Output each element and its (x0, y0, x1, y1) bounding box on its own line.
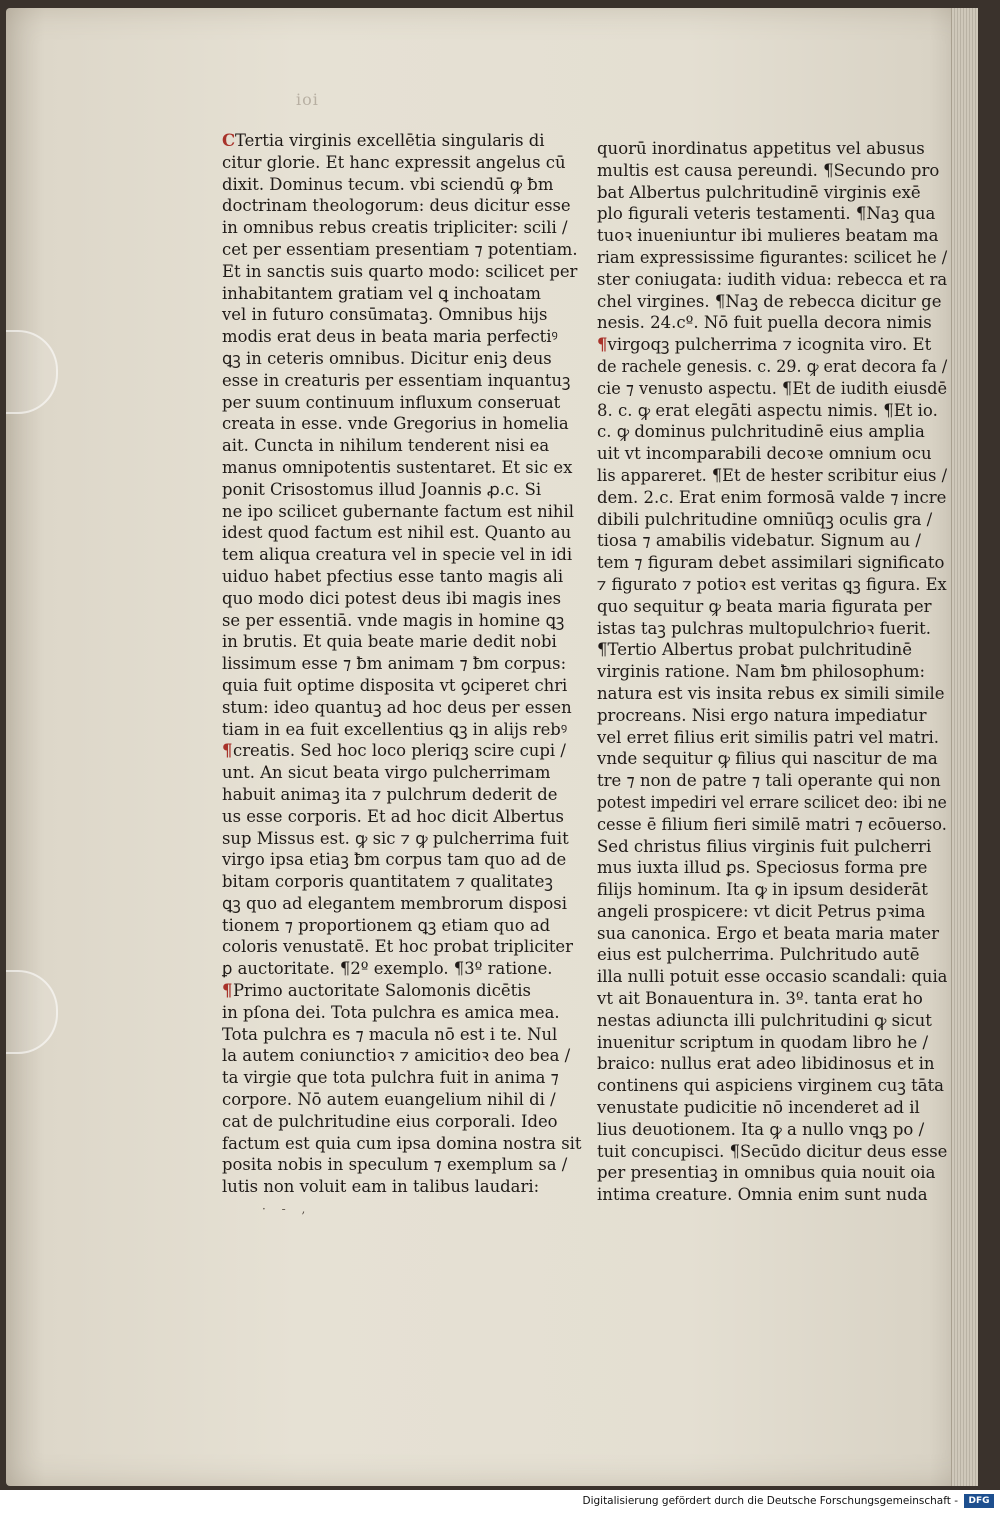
text-line (222, 479, 594, 501)
line-text: braico: nullus erat adeo libidinosus et in (597, 1054, 935, 1074)
text-line (597, 400, 947, 422)
text-line (597, 443, 947, 465)
line-text: in omnibus rebus creatis tripliciter: scili / (222, 218, 568, 238)
line-text: ꝑ auctoritate. ¶2º exemplo. ¶3º ratione. (222, 959, 553, 979)
line-text: bitam corporis quantitatem ⁊ qualitateꝫ (222, 872, 553, 892)
line-text: ꝗꝫ in ceteris omnibus. Dicitur eniꝫ deus (222, 348, 552, 368)
text-line (222, 762, 594, 784)
text-line (222, 152, 594, 174)
text-line (597, 530, 947, 552)
digitization-footer (0, 1490, 1000, 1513)
text-line (222, 501, 594, 523)
line-text: procreans. Nisi ergo natura impediatur (597, 705, 927, 725)
line-text: lutis non voluit eam in talibus laudari: (222, 1177, 540, 1197)
text-line (222, 631, 594, 653)
line-text: dixit. Dominus tecum. vbi sciendū ꝙ ƀm (222, 174, 554, 194)
text-line (222, 413, 594, 435)
line-text: venustate pudicitie nō incenderet ad il (597, 1098, 920, 1118)
text-line (222, 1067, 594, 1089)
line-text: idest quod factum est nihil est. Quanto au (222, 523, 572, 543)
text-line (597, 574, 947, 596)
line-text: eius est pulcherrima. Pulchritudo autē (597, 945, 920, 965)
text-line (222, 370, 594, 392)
dfg-logo[interactable]: DFG (964, 1494, 994, 1508)
line-text: Tota pulchra es ⁊ macula nō est i te. Nul (222, 1024, 558, 1044)
text-line (597, 836, 947, 858)
text-line (597, 487, 947, 509)
rubric-mark: ¶ (597, 335, 608, 355)
text-line (222, 435, 594, 457)
line-text: quia fuit optime disposita vt ꝯciperet chri (222, 675, 568, 695)
line-text: filijs hominum. Ita ꝙ in ipsum desiderāt (597, 880, 928, 900)
text-line (597, 639, 947, 661)
line-text: Et in sanctis suis quarto modo: scilicet per (222, 261, 578, 281)
line-text: doctrinam theologorum: deus dicitur esse (222, 196, 571, 216)
text-line (222, 326, 594, 348)
line-text: la autem coniunctioꝛ ⁊ amicitioꝛ deo bea / (222, 1046, 571, 1066)
line-text: citur glorie. Et hanc expressit angelus cū (222, 152, 566, 172)
text-line (597, 857, 947, 879)
text-line (597, 247, 947, 269)
line-text: angeli prospicere: vt dicit Petrus pꝛima (597, 901, 926, 921)
text-line (597, 1097, 947, 1119)
line-text: coloris venustatē. Et hoc probat tripliciter (222, 937, 574, 957)
line-text: nesis. 24.cº. Nō fuit puella decora nimis (597, 313, 932, 333)
line-text: quo modo dici potest deus ibi magis ines (222, 588, 562, 608)
line-text: ꝗꝫ quo ad elegantem membrorum disposi (222, 893, 567, 913)
text-line (597, 727, 947, 749)
text-line (222, 915, 594, 937)
line-text: factum est quia cum ipsa domina nostra sit (222, 1133, 582, 1153)
text-line (222, 958, 594, 980)
line-text: tionem ⁊ proportionem ꝗꝫ etiam quo ad (222, 915, 551, 935)
line-text: creatis. Sed hoc loco pleriqꝫ scire cupi / (232, 741, 566, 761)
text-line (597, 421, 947, 443)
line-text: Tertia virginis excellētia singularis di (235, 131, 545, 150)
line-text: tuit concupisci. ¶Secūdo dicitur deus esse (597, 1141, 948, 1161)
text-line (597, 1119, 947, 1141)
line-text: modis erat deus in beata maria perfectiꝰ (222, 327, 558, 347)
text-line (222, 283, 594, 305)
line-text: uiduo habet pfectius esse tanto magis ali (222, 566, 564, 586)
line-text: intima creature. Omnia enim sunt nuda (597, 1185, 928, 1205)
text-line (222, 261, 594, 283)
rubric-mark: ¶ (222, 981, 233, 1001)
page-edge (951, 8, 978, 1486)
text-line (597, 879, 947, 901)
page-clip-upper (6, 330, 58, 414)
text-line (222, 392, 594, 414)
text-line (597, 225, 947, 247)
text-line (597, 1075, 947, 1097)
page-clip-lower (6, 970, 58, 1054)
text-line (597, 509, 947, 531)
text-line (597, 618, 947, 640)
text-line (597, 988, 947, 1010)
right-text-column (597, 138, 947, 1206)
line-text: ⁊ figurato ⁊ potioꝛ est veritas ꝗꝫ figura. Ex (597, 574, 947, 594)
text-line (222, 130, 594, 152)
line-text: lissimum esse ⁊ ƀm animam ⁊ ƀm corpus: (222, 654, 567, 674)
line-text: potest impediri vel errare scilicet deo: ibi ne (597, 792, 947, 812)
text-line (597, 552, 947, 574)
text-line (222, 588, 594, 610)
line-text: chel virgines. ¶Naꝫ de rebecca dicitur ge (597, 291, 942, 311)
line-text: inhabitantem gratiam vel ꝗ inchoatam (222, 283, 541, 303)
text-line (222, 740, 594, 762)
line-text: corpore. Nō autem euangelium nihil di / (222, 1090, 556, 1110)
line-text: Sed christus filius virginis fuit pulcherri (597, 836, 932, 856)
text-line (222, 849, 594, 871)
text-line (222, 239, 594, 261)
line-text: ait. Cuncta in nihilum tenderent nisi ea (222, 436, 550, 456)
line-text: vel in futuro consūmataꝫ. Omnibus hijs (222, 305, 548, 325)
line-text: quo sequitur ꝙ beata maria figurata per (597, 596, 932, 616)
stray-marks: · - , (262, 1202, 312, 1216)
text-line (222, 1089, 594, 1111)
line-text: vnde sequitur ꝙ filius qui nascitur de ma (597, 749, 938, 769)
left-text-column (222, 130, 594, 1198)
text-line (222, 522, 594, 544)
text-line (597, 901, 947, 923)
line-text: Primo auctoritate Salomonis dicētis (232, 981, 531, 1001)
text-line (222, 1024, 594, 1046)
line-text: esse in creaturis per essentiam inquantuꝫ (222, 370, 571, 390)
text-line (597, 1141, 947, 1163)
line-text: natura est vis insita rebus ex simili simile (597, 683, 945, 703)
text-line (597, 770, 947, 792)
line-text: ta virgie que tota pulchra fuit in anima ⁊ (222, 1068, 559, 1088)
line-text: ponit Crisostomus illud Joannis ꝓ.c. Si (222, 479, 542, 499)
text-line (597, 944, 947, 966)
text-line (597, 923, 947, 945)
line-text: cat de pulchritudine eius corporali. Ideo (222, 1111, 558, 1131)
line-text: continens qui aspiciens virginem cuꝫ tāta (597, 1076, 945, 1096)
funding-credit: Digitalisierung gefördert durch die Deutsche Forschungsgemeinschaft - (582, 1495, 958, 1507)
line-text: stum: ideo quantuꝫ ad hoc deus per essen (222, 697, 572, 717)
line-text: sua canonica. Ergo et beata maria mater (597, 923, 939, 943)
text-line (222, 348, 594, 370)
text-line (222, 195, 594, 217)
line-text: tiam in ea fuit excellentius ꝗꝫ in alijs rebꝰ (222, 719, 568, 739)
line-text: sup Missus est. ꝙ sic ⁊ ꝙ pulcherrima fuit (222, 828, 569, 848)
text-line (597, 596, 947, 618)
line-text: tiosa ⁊ amabilis videbatur. Signum au / (597, 531, 921, 551)
line-text: plo figurali veteris testamenti. ¶Naꝫ qua (597, 204, 936, 224)
text-line (222, 457, 594, 479)
text-line (597, 1032, 947, 1054)
text-line (222, 784, 594, 806)
text-line (222, 1002, 594, 1024)
text-line (222, 304, 594, 326)
rubric-mark: ¶ (222, 741, 233, 761)
text-line (597, 203, 947, 225)
line-text: cesse ē filium fieri similē matri ⁊ ecōuerso. (597, 814, 947, 834)
text-line (597, 966, 947, 988)
line-text: lius deuotionem. Ita ꝙ a nullo vnꝗꝫ po / (597, 1119, 925, 1139)
text-line (222, 653, 594, 675)
line-text: istas taꝫ pulchras multopulchrioꝛ fuerit. (597, 618, 931, 638)
line-text: de rachele genesis. c. 29. ꝙ erat decora fa / (597, 356, 948, 376)
text-line (597, 334, 947, 356)
line-text: virgoqꝫ pulcherrima ⁊ icognita viro. Et (607, 335, 932, 355)
text-line (597, 269, 947, 291)
text-line (597, 1184, 947, 1206)
line-text: quorū inordinatus appetitus vel abusus (597, 139, 925, 158)
line-text: per suum continuum influxum conseruat (222, 392, 561, 412)
text-line (222, 1154, 594, 1176)
line-text: dem. 2.c. Erat enim formosā valde ⁊ incre (597, 487, 947, 507)
line-text: illa nulli potuit esse occasio scandali: quia (597, 967, 948, 987)
line-text: bat Albertus pulchritudinē virginis exē (597, 182, 921, 202)
text-line (597, 465, 947, 487)
line-text: tem aliqua creatura vel in specie vel in idi (222, 545, 573, 565)
text-line (222, 1176, 594, 1198)
line-text: tuoꝛ inueniuntur ibi mulieres beatam ma (597, 226, 939, 246)
line-text: habuit animaꝫ ita ⁊ pulchrum dederit de (222, 784, 558, 804)
line-text: c. ꝙ dominus pulchritudinē eius amplia (597, 422, 925, 442)
line-text: lis appareret. ¶Et de hester scribitur eius / (597, 465, 948, 485)
text-line (597, 356, 947, 378)
line-text: ¶Tertio Albertus probat pulchritudinē (597, 640, 912, 660)
line-text: inuenitur scriptum in quodam libro he / (597, 1032, 929, 1052)
line-text: 8. c. ꝙ erat elegāti aspectu nimis. ¶Et io. (597, 400, 938, 420)
text-line (222, 936, 594, 958)
line-text: manus omnipotentis sustentaret. Et sic ex (222, 457, 573, 477)
text-line (222, 893, 594, 915)
text-line (222, 697, 594, 719)
line-text: se per essentiā. vnde magis in homine ꝗꝫ (222, 610, 565, 630)
text-line (597, 1053, 947, 1075)
line-text: multis est causa pereundi. ¶Secundo pro (597, 160, 940, 180)
line-text: virgo ipsa etiaꝫ ƀm corpus tam quo ad de (222, 850, 567, 870)
line-text: posita nobis in speculum ⁊ exemplum sa / (222, 1155, 568, 1175)
text-line (222, 1111, 594, 1133)
text-line (222, 566, 594, 588)
text-line (597, 1010, 947, 1032)
text-line (222, 980, 594, 1002)
text-line (597, 661, 947, 683)
line-text: virginis ratione. Nam ƀm philosophum: (597, 662, 926, 682)
text-line (222, 828, 594, 850)
text-line (222, 871, 594, 893)
text-line (597, 814, 947, 836)
rubric-mark: C (222, 131, 236, 150)
text-line (597, 160, 947, 182)
line-text: vel erret filius erit similis patri vel matri. (597, 727, 939, 747)
text-line (597, 312, 947, 334)
line-text: unt. An sicut beata virgo pulcherrimam (222, 763, 551, 783)
line-text: uit vt incomparabili decoꝛe omnium ocu (597, 444, 932, 464)
text-line (597, 683, 947, 705)
line-text: riam expressissime figurantes: scilicet he / (597, 247, 948, 267)
line-text: creata in esse. vnde Gregorius in homelia (222, 414, 569, 434)
text-line (597, 792, 947, 814)
line-text: dibili pulchritudine omniūqꝫ oculis gra / (597, 509, 933, 529)
text-line (597, 1162, 947, 1184)
line-text: cet per essentiam presentiam ⁊ potentiam. (222, 239, 578, 259)
line-text: ster coniugata: iudith vidua: rebecca et ra (597, 269, 948, 289)
text-line (222, 675, 594, 697)
line-text: vt ait Bonauentura in. 3º. tanta erat ho (597, 989, 923, 1009)
line-text: ne ipo scilicet gubernante factum est nihil (222, 501, 574, 521)
text-line (222, 544, 594, 566)
line-text: mus iuxta illud ꝑs. Speciosus forma pre (597, 858, 928, 878)
text-line (597, 748, 947, 770)
line-text: in brutis. Et quia beate marie dedit nobi (222, 632, 557, 652)
line-text: us esse corporis. Et ad hoc dicit Albertus (222, 806, 565, 826)
line-text: in pſona dei. Tota pulchra es amica mea. (222, 1002, 560, 1022)
text-line (222, 174, 594, 196)
text-line (222, 806, 594, 828)
line-text: per presentiaꝫ in omnibus quia nouit oia (597, 1163, 936, 1183)
text-line (222, 610, 594, 632)
text-line (222, 719, 594, 741)
line-text: cie ⁊ venusto aspectu. ¶Et de iudith eiusdē (597, 378, 948, 398)
line-text: tem ⁊ figuram debet assimilari significato (597, 553, 945, 573)
line-text: tre ⁊ non de patre ⁊ tali operante qui non (597, 771, 941, 791)
text-line (222, 1133, 594, 1155)
text-line (222, 1045, 594, 1067)
text-line (597, 705, 947, 727)
line-text: nestas adiuncta illi pulchritudini ꝙ sicut (597, 1010, 932, 1030)
text-line (597, 291, 947, 313)
text-line (222, 217, 594, 239)
text-line (597, 138, 947, 160)
folio-mark: ioi (296, 90, 319, 109)
text-line (597, 182, 947, 204)
text-line (597, 378, 947, 400)
